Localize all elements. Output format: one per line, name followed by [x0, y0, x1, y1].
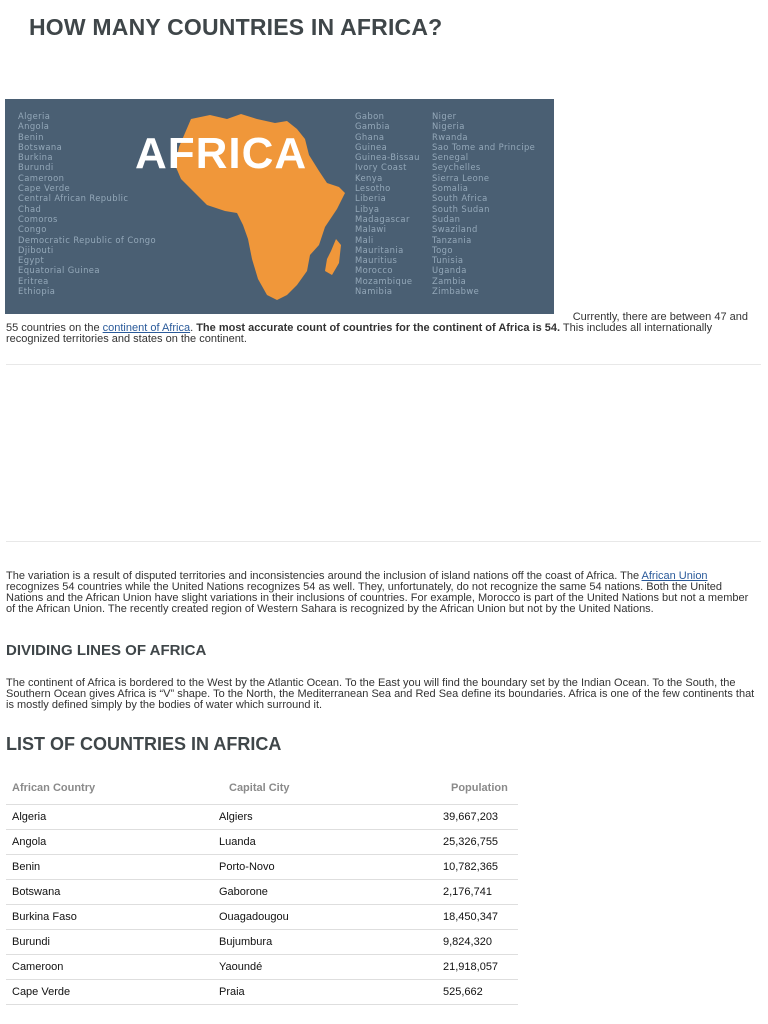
- banner-country-name: Burkina: [18, 152, 53, 163]
- table-header-row: [6, 771, 518, 805]
- header-country: African Country: [12, 781, 96, 794]
- banner-country-name: Sierra Leone: [432, 172, 490, 183]
- banner-country-name: Sudan: [432, 213, 461, 224]
- banner-country-name: Libya: [355, 203, 380, 214]
- divider-top: [6, 364, 761, 365]
- banner-country-name: Algeria: [18, 111, 51, 121]
- country-cell: Cameroon: [6, 955, 213, 980]
- banner-country-name: Malawi: [355, 224, 387, 235]
- population-cell: 25,326,755: [437, 830, 518, 855]
- banner-country-name: Kenya: [355, 172, 383, 183]
- banner-country-name: Liberia: [355, 193, 387, 204]
- banner-country-name: South Sudan: [432, 203, 490, 214]
- banner-country-name: Cape Verde: [18, 183, 71, 194]
- countries-table: [6, 771, 518, 1005]
- intro-paragraph: [6, 312, 748, 345]
- capital-cell: Praia: [213, 980, 437, 1005]
- table-row: [6, 880, 518, 905]
- population-cell: 9,824,320: [437, 930, 518, 955]
- intro-text: 55 countries on the: [6, 322, 103, 334]
- africa-banner-image: [5, 99, 554, 314]
- banner-country-name: Ghana: [355, 131, 385, 142]
- table-row: [6, 805, 518, 830]
- page-title: HOW MANY COUNTRIES IN AFRICA?: [29, 14, 443, 40]
- continent-of-africa-link[interactable]: continent of Africa: [102, 322, 191, 334]
- dividing-lines-paragraph: The continent of Africa is bordered to the West by the Atlantic Ocean. To the East you will find the boundary set by the Indian Ocean. To the South, the Southern Ocean gives Africa is “V” shape. To the North, the Mediterranean Sea and Red Sea define its boundaries. Africa is one of the few continents that is mostly defined simply by the bodies of water which surround it.: [6, 677, 755, 711]
- banner-country-name: Tunisia: [432, 255, 464, 266]
- header-capital: Capital City: [229, 781, 290, 794]
- table-row: [6, 930, 518, 955]
- table-row: [6, 905, 518, 930]
- banner-country-name: Burundi: [18, 162, 54, 173]
- capital-cell: Algiers: [213, 805, 437, 830]
- intro-text-end: This includes all internationally recognized territories and states on the continent.: [6, 322, 713, 345]
- banner-country-name: Madagascar: [355, 213, 410, 224]
- banner-country-name: Swaziland: [432, 224, 478, 235]
- table-row: [6, 855, 518, 880]
- divider-bottom: [6, 541, 761, 542]
- country-cell: Botswana: [6, 880, 213, 905]
- banner-country-name: Seychelles: [432, 162, 481, 173]
- capital-cell: Yaoundé: [213, 955, 437, 980]
- banner-country-name: Lesotho: [355, 183, 391, 194]
- banner-country-name: Mauritius: [355, 255, 398, 266]
- intro-period: .: [190, 322, 197, 334]
- country-cell: Angola: [6, 830, 213, 855]
- population-cell: 2,176,741: [437, 880, 518, 905]
- banner-country-name: Uganda: [432, 265, 467, 276]
- dividing-lines-heading: DIVIDING LINES OF AFRICA: [6, 642, 207, 659]
- banner-country-list-2: [355, 111, 420, 296]
- table-row: [6, 955, 518, 980]
- capital-cell: Porto-Novo: [213, 855, 437, 880]
- banner-country-name: Botswana: [18, 141, 63, 152]
- capital-cell: Luanda: [213, 830, 437, 855]
- intro-bold: The most accurate count of countries for the continent of Africa is 54.: [196, 322, 561, 334]
- banner-country-name: Chad: [18, 203, 42, 214]
- african-union-link[interactable]: African Union: [641, 570, 708, 582]
- banner-country-name: Namibia: [355, 286, 393, 297]
- banner-country-list-3: [432, 111, 535, 296]
- banner-country-name: Nigeria: [432, 121, 465, 132]
- capital-cell: Ouagadougou: [213, 905, 437, 930]
- banner-country-name: Morocco: [355, 265, 393, 276]
- banner-word: AFRICA: [135, 129, 308, 178]
- banner-country-name: Congo: [18, 224, 47, 235]
- banner-country-name: Comoros: [18, 213, 58, 224]
- banner-country-name: Togo: [432, 244, 453, 255]
- banner-country-name: Ivory Coast: [355, 162, 407, 173]
- banner-country-name: Guinea-Bissau: [355, 152, 420, 163]
- capital-cell: Bujumbura: [213, 930, 437, 955]
- intro-lead: Currently, there are between 47 and: [572, 311, 748, 323]
- banner-country-name: Rwanda: [432, 131, 468, 142]
- list-heading: LIST OF COUNTRIES IN AFRICA: [6, 734, 282, 754]
- population-cell: 525,662: [437, 980, 518, 1005]
- banner-country-name: Ethiopia: [18, 286, 56, 297]
- banner-country-name: Somalia: [432, 183, 469, 194]
- banner-country-name: Egypt: [18, 255, 45, 266]
- banner-country-name: Gabon: [355, 111, 385, 121]
- variation-text: The variation is a result of disputed territories and inconsistencies around the inclusion of island nations off the coast of Africa. The: [6, 570, 642, 582]
- population-cell: 39,667,203: [437, 805, 518, 830]
- banner-country-name: Benin: [18, 131, 44, 142]
- banner-country-name: Sao Tome and Principe: [432, 141, 536, 152]
- banner-country-name: Mozambique: [355, 275, 413, 286]
- population-cell: 18,450,347: [437, 905, 518, 930]
- country-cell: Cape Verde: [6, 980, 213, 1005]
- banner-country-name: Mali: [355, 234, 374, 245]
- country-cell: Benin: [6, 855, 213, 880]
- banner-country-name: Zimbabwe: [432, 286, 480, 297]
- country-cell: Algeria: [6, 805, 213, 830]
- population-cell: 10,782,365: [437, 855, 518, 880]
- banner-country-name: Niger: [432, 111, 457, 121]
- banner-country-name: Djibouti: [18, 244, 54, 255]
- capital-cell: Gaborone: [213, 880, 437, 905]
- banner-country-name: Tanzania: [432, 234, 472, 245]
- country-cell: Burkina Faso: [6, 905, 213, 930]
- banner-country-name: Mauritania: [355, 244, 404, 255]
- banner-country-name: Central African Republic: [18, 193, 129, 204]
- banner-country-name: Senegal: [432, 152, 469, 163]
- banner-country-name: Eritrea: [18, 275, 49, 286]
- header-population: Population: [451, 781, 508, 794]
- table-row: [6, 830, 518, 855]
- banner-country-name: South Africa: [432, 193, 488, 204]
- variation-text-end: recognizes 54 countries while the United Nations recognizes 54 as well. They, unfortunately, do not recognize the same 54 nations. Both the United Nations and the African Union have slight variations in their inclusions of countries. For example, Morocco is part of the United Nations but not a member of the African Union. The recently created region of Western Sahara is recognized by the African Union but not by the United Nations.: [6, 581, 749, 615]
- population-cell: 21,918,057: [437, 955, 518, 980]
- variation-paragraph: [6, 571, 760, 615]
- banner-country-name: Equatorial Guinea: [18, 265, 100, 276]
- banner-country-name: Cameroon: [18, 172, 65, 183]
- banner-country-name: Guinea: [355, 141, 388, 152]
- banner-country-name: Angola: [18, 121, 50, 132]
- country-cell: Burundi: [6, 930, 213, 955]
- banner-country-name: Democratic Republic of Congo: [18, 234, 157, 245]
- table-row: [6, 980, 518, 1005]
- banner-country-name: Gambia: [355, 121, 390, 132]
- banner-country-name: Zambia: [432, 275, 467, 286]
